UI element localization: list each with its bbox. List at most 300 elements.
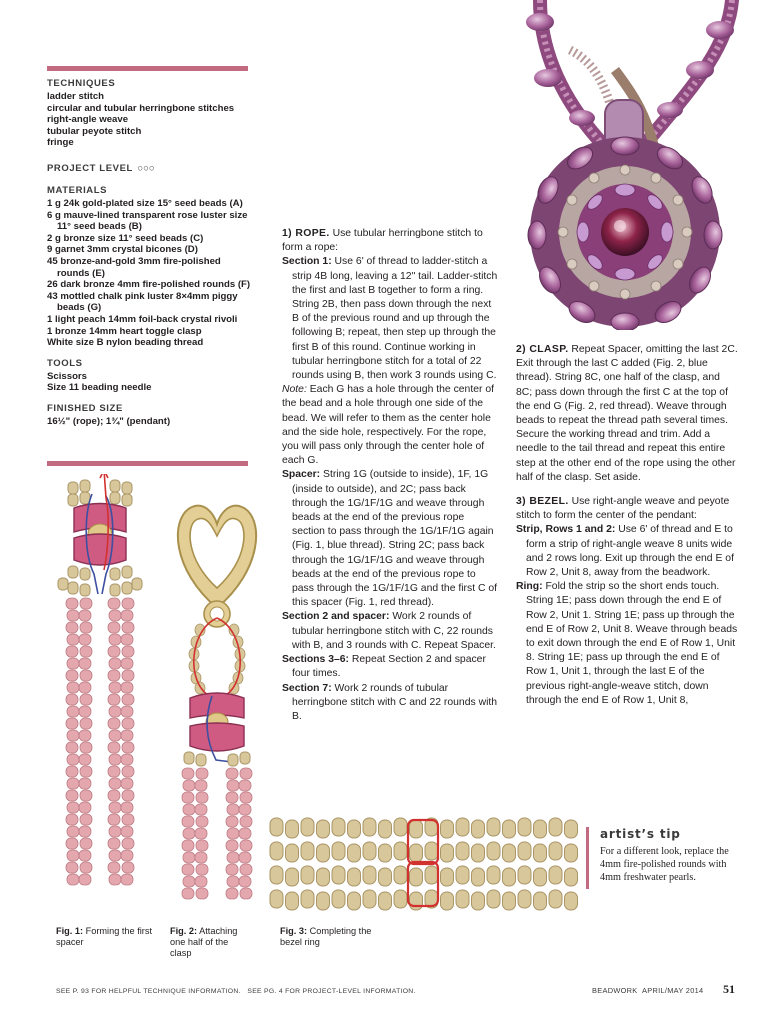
techniques-heading: TECHNIQUES — [47, 78, 116, 89]
material-item: 1 bronze 14mm heart toggle clasp — [47, 325, 202, 337]
bead — [66, 622, 78, 633]
bead — [195, 852, 207, 863]
bead — [79, 850, 91, 861]
caption-fig3 — [280, 926, 380, 948]
bead — [332, 842, 345, 860]
bead — [108, 838, 120, 849]
bead — [121, 850, 133, 861]
bead — [79, 778, 91, 789]
bead — [456, 818, 469, 836]
bead — [487, 866, 500, 884]
bead — [66, 646, 78, 657]
bead — [425, 842, 438, 860]
bead — [549, 866, 562, 884]
bead — [363, 818, 376, 836]
bead — [108, 646, 120, 657]
bead — [121, 778, 133, 789]
bead — [487, 818, 500, 836]
bead — [108, 718, 120, 729]
footer-magazine: BEADWORK — [592, 986, 638, 995]
material-item: 2 g bronze size 11° seed beads (C) — [47, 232, 204, 244]
finished-size-value: 16½" (rope); 1¾" (pendant) — [47, 415, 171, 427]
spacer-text: String 1G (outside to inside), 1F, 1G (inside to outside), and 2C; pass back through the 1G/1F/1G and weave through beads at the end of the previous rope section to pass through the 1G/1F/1G again (Fig. 1, blue thread). String 2C; pass back through the 1G/1F/1G and weave through beads at the end of the previous rope to pass through the 1G/1F/1G and the first C of this spacer (Fig. 1, red thread). — [292, 469, 498, 609]
technique-item: tubular peyote stitch — [47, 125, 142, 137]
bead — [226, 768, 238, 779]
bead — [66, 838, 78, 849]
bead — [80, 622, 92, 633]
bead — [79, 682, 91, 693]
footer-issue: APRIL/MAY 2014 — [642, 986, 704, 995]
bead — [239, 804, 251, 815]
bead — [286, 892, 299, 910]
bead — [66, 766, 78, 777]
section1-text: Use 6' of thread to ladder-stitch a strip 4B long, leaving a 12" tail. Ladder-stitch the first and last B together to form a ring. String 2B, then pass down through the next B of the previous round and up through the following B; repeat, then step up through the first B of this round. Continue working in tubular herringbone stitch for a total of 22 rounds using B, then work 3 rounds using C. — [292, 256, 498, 382]
bead — [286, 820, 299, 838]
bead — [122, 598, 134, 609]
bead — [66, 862, 78, 873]
bead — [183, 804, 195, 815]
bead — [565, 844, 578, 862]
bead — [122, 862, 134, 873]
bead — [80, 670, 92, 681]
bead — [67, 730, 79, 741]
bead — [317, 820, 330, 838]
caption-fig2 — [170, 926, 250, 960]
clasp-paragraph — [516, 343, 738, 485]
bead — [301, 890, 314, 908]
bead — [549, 890, 562, 908]
bead — [66, 790, 78, 801]
bead — [270, 818, 283, 836]
caption-fig3-label: Fig. 3: — [280, 926, 308, 936]
bead — [227, 804, 239, 815]
bead — [425, 866, 438, 884]
bead — [109, 850, 121, 861]
bead — [108, 862, 120, 873]
bead — [196, 864, 208, 875]
bead — [122, 838, 134, 849]
bead — [227, 876, 239, 887]
bead — [348, 892, 361, 910]
bead — [80, 646, 92, 657]
bead — [410, 868, 423, 886]
bead — [348, 868, 361, 886]
rope-intro: Use tubular herringbone stitch to form a rope: — [282, 228, 483, 254]
bead — [270, 842, 283, 860]
bead — [379, 892, 392, 910]
bead — [66, 742, 78, 753]
spacer-paragraph — [282, 468, 498, 610]
bead — [534, 868, 547, 886]
bead — [534, 892, 547, 910]
technique-item: fringe — [47, 137, 74, 149]
bead — [394, 890, 407, 908]
bead — [363, 866, 376, 884]
section1-label: Section 1: — [282, 256, 332, 268]
bead — [196, 768, 208, 779]
bead — [227, 828, 239, 839]
bead — [182, 816, 194, 827]
bead — [109, 874, 121, 885]
bead — [518, 818, 531, 836]
bead — [226, 864, 238, 875]
bead — [109, 658, 121, 669]
bead — [196, 792, 208, 803]
bead — [348, 844, 361, 862]
bead — [240, 864, 252, 875]
bead — [80, 814, 92, 825]
caption-fig2-text: Attaching one half of the clasp — [170, 926, 238, 959]
sections36-text: Repeat Section 2 and spacer four times. — [292, 654, 486, 680]
bead — [286, 844, 299, 862]
bead — [363, 890, 376, 908]
bead — [121, 634, 133, 645]
bead — [332, 890, 345, 908]
tool-item: Scissors — [47, 370, 88, 382]
bead — [410, 820, 423, 838]
bead — [67, 634, 79, 645]
bead — [122, 790, 134, 801]
bead — [121, 682, 133, 693]
bead — [240, 840, 252, 851]
bezel-intro: Use right-angle weave and peyote stitch to form the center of the pendant: — [516, 496, 730, 522]
bead — [66, 694, 78, 705]
caption-fig1-text: Forming the first spacer — [56, 926, 152, 948]
bezel-heading: 3) BEZEL. — [516, 496, 569, 508]
bead — [565, 868, 578, 886]
bead — [239, 828, 251, 839]
bead — [227, 780, 239, 791]
bead — [456, 866, 469, 884]
bead — [226, 816, 238, 827]
bead — [549, 842, 562, 860]
spacer-label: Spacer: — [282, 469, 321, 481]
bead — [226, 792, 238, 803]
bead — [317, 892, 330, 910]
bead — [80, 598, 92, 609]
bead — [226, 888, 238, 899]
bead — [109, 802, 121, 813]
bead — [239, 876, 251, 887]
bead — [122, 670, 134, 681]
bead — [108, 790, 120, 801]
bead — [121, 826, 133, 837]
project-level — [47, 158, 252, 176]
bead — [286, 868, 299, 886]
strip-paragraph — [516, 523, 738, 580]
bead — [67, 706, 79, 717]
bead — [394, 866, 407, 884]
bead — [108, 766, 120, 777]
bead — [410, 892, 423, 910]
bead — [534, 820, 547, 838]
project-level-dots: ○○○ — [137, 162, 155, 174]
bead — [66, 814, 78, 825]
bead — [67, 754, 79, 765]
tool-item: Size 11 beading needle — [47, 382, 152, 394]
note-paragraph — [282, 383, 498, 468]
bead — [379, 868, 392, 886]
bead — [240, 816, 252, 827]
bead — [239, 780, 251, 791]
ring-label: Ring: — [516, 581, 543, 593]
material-item: 6 g mauve-lined transparent rose luster size 11° seed beads (B) — [47, 209, 248, 233]
bead — [80, 718, 92, 729]
bead — [121, 754, 133, 765]
tools-heading: TOOLS — [47, 357, 83, 369]
section7-paragraph — [282, 682, 498, 725]
caption-fig1 — [56, 926, 156, 948]
bead — [441, 844, 454, 862]
bead — [109, 634, 121, 645]
bead — [108, 814, 120, 825]
bead — [441, 868, 454, 886]
bead — [122, 694, 134, 705]
bead — [240, 888, 252, 899]
bead — [183, 780, 195, 791]
material-item: 43 mottled chalk pink luster 8×4mm piggy beads (G) — [47, 290, 238, 314]
bead — [80, 766, 92, 777]
bead — [80, 694, 92, 705]
bead — [108, 670, 120, 681]
bezel-paragraph — [516, 495, 738, 523]
bead — [348, 820, 361, 838]
section2-paragraph — [282, 610, 498, 653]
bead — [472, 892, 485, 910]
bead — [379, 820, 392, 838]
bead — [301, 866, 314, 884]
bead — [317, 868, 330, 886]
sidebar-top-rule — [47, 66, 248, 71]
ring-paragraph — [516, 580, 738, 708]
bead — [301, 818, 314, 836]
bead — [122, 646, 134, 657]
caption-fig2-label: Fig. 2: — [170, 926, 198, 936]
section2-text: Work 2 rounds of tubular herringbone stitch with C, 22 rounds with B, and 3 rounds with C. Repeat Spacer. — [292, 611, 496, 651]
bead — [109, 682, 121, 693]
technique-item: ladder stitch — [47, 91, 105, 102]
page-number: 51 — [723, 982, 735, 996]
material-item: 1 light peach 14mm foil-back crystal rivoli — [47, 313, 238, 325]
bead — [518, 842, 531, 860]
bead — [79, 610, 91, 621]
bead — [183, 876, 195, 887]
section7-label: Section 7: — [282, 682, 332, 694]
bead — [182, 888, 194, 899]
bead — [195, 876, 207, 887]
bead — [67, 874, 79, 885]
figure-2-illustration — [162, 490, 272, 910]
bead — [67, 610, 79, 621]
bead — [79, 634, 91, 645]
tools-list — [47, 371, 252, 394]
bead — [79, 826, 91, 837]
bead — [503, 868, 516, 886]
bead — [195, 780, 207, 791]
bead — [79, 658, 91, 669]
bead — [80, 862, 92, 873]
bead — [456, 842, 469, 860]
tip-bar — [586, 827, 589, 889]
artists-tip — [586, 827, 746, 885]
bead — [301, 842, 314, 860]
bead — [317, 844, 330, 862]
bead — [109, 778, 121, 789]
bead — [518, 890, 531, 908]
section2-label: Section 2 and spacer: — [282, 611, 390, 623]
bead — [67, 658, 79, 669]
materials-list — [47, 198, 252, 349]
material-item: 1 g 24k gold-plated size 15° seed beads (A) — [47, 197, 243, 209]
bead — [565, 820, 578, 838]
bead — [534, 844, 547, 862]
pendant-photo — [470, 0, 782, 330]
bead — [195, 804, 207, 815]
column-rope — [282, 227, 498, 724]
bead — [67, 682, 79, 693]
bead — [487, 842, 500, 860]
bead — [182, 864, 194, 875]
bead — [109, 706, 121, 717]
sidebar-bottom-rule — [47, 461, 248, 466]
bead — [472, 820, 485, 838]
bead — [332, 818, 345, 836]
note-text: Each G has a hole through the center of the bead and a hole through one side of the bead. We will refer to them as the center hole and the side hole, respectively. For the rope, you will pass only through the center hole of each G. — [282, 384, 495, 467]
bead — [67, 850, 79, 861]
clasp-heading: 2) CLASP. — [516, 344, 569, 355]
sections36-paragraph — [282, 653, 498, 681]
caption-fig3-text: Completing the bezel ring — [280, 926, 372, 948]
rope-heading: 1) ROPE. — [282, 228, 330, 239]
bead — [487, 890, 500, 908]
bead — [66, 670, 78, 681]
bead — [67, 826, 79, 837]
bead — [109, 826, 121, 837]
section7-text: Work 2 rounds of tubular herringbone stitch with C and 22 rounds with B. — [292, 682, 498, 722]
bead — [394, 818, 407, 836]
bead — [456, 890, 469, 908]
bead — [503, 820, 516, 838]
bead — [79, 730, 91, 741]
bead — [182, 840, 194, 851]
strip-text: Use 6' of thread and E to form a strip of right-angle weave 8 units wide and 2 rows long. Exit up through the end E of Row 2, Unit 8, away from the beadwork. — [526, 524, 734, 579]
material-item: 26 dark bronze 4mm fire-polished rounds (F) — [47, 279, 251, 291]
bead — [109, 754, 121, 765]
bead — [79, 874, 91, 885]
bead — [108, 598, 120, 609]
bead — [394, 842, 407, 860]
bead — [121, 730, 133, 741]
bead — [472, 868, 485, 886]
bead — [196, 888, 208, 899]
finished-size-heading: FINISHED SIZE — [47, 402, 123, 414]
bead — [80, 790, 92, 801]
bead — [240, 792, 252, 803]
bead — [227, 852, 239, 863]
material-item: White size B nylon beading thread — [47, 337, 204, 349]
tip-heading: artist’s tip — [600, 827, 681, 841]
caption-fig1-label: Fig. 1: — [56, 926, 84, 936]
bead — [122, 742, 134, 753]
bead — [503, 892, 516, 910]
strip-label: Strip, Rows 1 and 2: — [516, 524, 616, 536]
bead — [121, 706, 133, 717]
techniques-list — [47, 91, 252, 149]
bead — [80, 742, 92, 753]
column-clasp-bezel — [516, 343, 738, 708]
bead — [122, 814, 134, 825]
bead — [122, 766, 134, 777]
bead — [109, 610, 121, 621]
bead — [239, 852, 251, 863]
project-level-heading: PROJECT LEVEL — [47, 162, 133, 174]
bead — [270, 890, 283, 908]
bead — [121, 658, 133, 669]
bead — [549, 818, 562, 836]
bead — [183, 852, 195, 863]
bead — [565, 892, 578, 910]
ring-text: Fold the strip so the short ends touch. String 1E; pass down through the end E of Row 2, Unit 1. String 1E; pass up through the end E of Row 2, Unit 8. Weave through beads to exit down through the end E of Row 1, Unit 8. String 1E; pass up through the end E of Row 1, Unit 1, through the last E of the previous right-angle-weave stitch, down through the end E of Row 1, Unit 8, — [526, 581, 738, 706]
footer-reference: SEE P. 93 FOR HELPFUL TECHNIQUE INFORMATION. SEE PG. 4 FOR PROJECT-LEVEL INFORMATION. — [56, 988, 416, 995]
bead — [518, 866, 531, 884]
bead — [108, 622, 120, 633]
bead — [196, 840, 208, 851]
bead — [80, 838, 92, 849]
bead — [183, 828, 195, 839]
tip-text: For a different look, replace the 4mm fire-polished rounds with 4mm freshwater pearls. — [600, 846, 729, 884]
bead — [122, 622, 134, 633]
note-label: Note: — [282, 384, 307, 396]
material-item: 9 garnet 3mm crystal bicones (D) — [47, 244, 198, 256]
bead — [503, 844, 516, 862]
rope-paragraph — [282, 227, 498, 255]
bead — [182, 768, 194, 779]
bead — [270, 866, 283, 884]
figure-3-illustration — [268, 812, 584, 916]
bead — [79, 706, 91, 717]
bead — [122, 718, 134, 729]
bead — [379, 844, 392, 862]
bead — [195, 828, 207, 839]
bead — [410, 844, 423, 862]
bead — [240, 768, 252, 779]
sections36-label: Sections 3–6: — [282, 654, 349, 666]
bead — [196, 816, 208, 827]
bead — [108, 694, 120, 705]
bead — [332, 866, 345, 884]
bead — [472, 844, 485, 862]
bead — [79, 802, 91, 813]
bead — [182, 792, 194, 803]
material-item: 45 bronze-and-gold 3mm fire-polished rounds (E) — [47, 255, 221, 279]
sidebar — [47, 78, 252, 427]
bead — [226, 840, 238, 851]
materials-heading: MATERIALS — [47, 184, 108, 196]
bead — [121, 802, 133, 813]
figure-1-illustration — [44, 474, 162, 914]
bead — [441, 820, 454, 838]
bead — [121, 610, 133, 621]
bead — [67, 802, 79, 813]
bead — [108, 742, 120, 753]
bead — [79, 754, 91, 765]
bead — [363, 842, 376, 860]
bead — [66, 598, 78, 609]
section1-paragraph — [282, 255, 498, 383]
technique-item: right-angle weave — [47, 114, 129, 126]
bead — [121, 874, 133, 885]
bead — [109, 730, 121, 741]
